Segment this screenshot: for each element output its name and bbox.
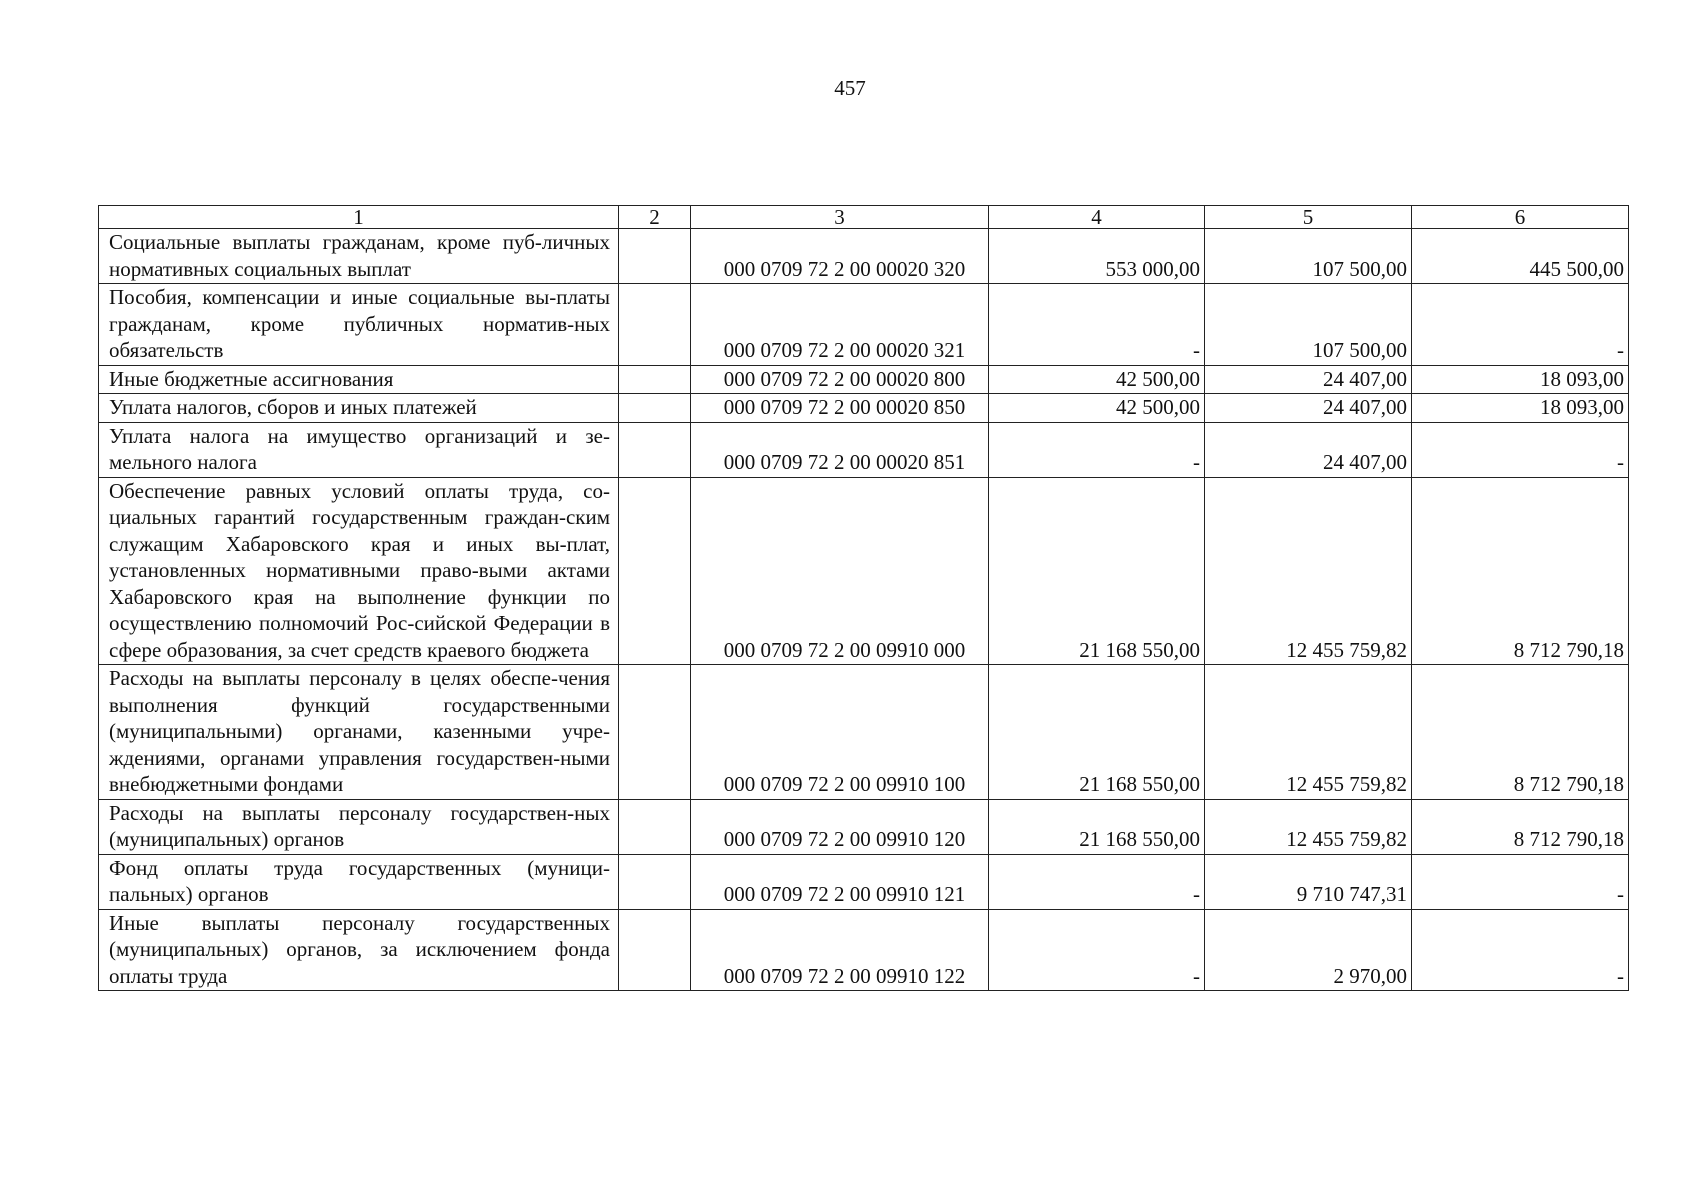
table-row — [99, 909, 1629, 991]
column-5-amount-cell: 12 455 759,82 — [1205, 665, 1412, 800]
expense-name-cell: Иные выплаты персоналу государственных (муниципальных) органов, за исключением фонда оплаты труда — [99, 909, 619, 991]
table-row — [99, 229, 1629, 284]
budget-code-cell: 000 0709 72 2 00 09910 121 — [691, 854, 989, 909]
column-2-cell — [619, 422, 691, 477]
page-number: 457 — [834, 76, 866, 100]
expense-name-cell: Расходы на выплаты персоналу государствен-ных (муниципальных) органов — [99, 799, 619, 854]
column-5-amount-cell: 24 407,00 — [1205, 394, 1412, 423]
column-5-amount-cell: 12 455 759,82 — [1205, 799, 1412, 854]
column-6-amount-cell: 8 712 790,18 — [1412, 799, 1629, 854]
budget-code-cell: 000 0709 72 2 00 00020 851 — [691, 422, 989, 477]
budget-code-cell: 000 0709 72 2 00 00020 321 — [691, 284, 989, 366]
budget-table — [98, 205, 1629, 991]
column-4-amount-cell: - — [989, 284, 1205, 366]
budget-code-cell: 000 0709 72 2 00 00020 320 — [691, 229, 989, 284]
expense-name-cell: Пособия, компенсации и иные социальные вы-платы гражданам, кроме публичных норматив-ных обязательств — [99, 284, 619, 366]
column-5-amount-cell: 12 455 759,82 — [1205, 477, 1412, 665]
column-2-cell — [619, 799, 691, 854]
expense-name-cell: Фонд оплаты труда государственных (муници-пальных) органов — [99, 854, 619, 909]
column-number-2: 2 — [619, 206, 691, 229]
column-2-cell — [619, 394, 691, 423]
expense-name-cell: Расходы на выплаты персоналу в целях обеспе-чения выполнения функций государственными (муниципальными) органами, казенными учре-ждениями, органами управления государствен-ными внебюджетными фондами — [99, 665, 619, 800]
column-number-1: 1 — [99, 206, 619, 229]
column-5-amount-cell: 9 710 747,31 — [1205, 854, 1412, 909]
column-6-amount-cell: 18 093,00 — [1412, 394, 1629, 423]
column-6-amount-cell: 18 093,00 — [1412, 365, 1629, 394]
table-row — [99, 394, 1629, 423]
column-2-cell — [619, 665, 691, 800]
table-row — [99, 477, 1629, 665]
column-4-amount-cell: - — [989, 854, 1205, 909]
budget-code-cell: 000 0709 72 2 00 00020 800 — [691, 365, 989, 394]
budget-code-cell: 000 0709 72 2 00 09910 120 — [691, 799, 989, 854]
table-row — [99, 284, 1629, 366]
column-4-amount-cell: 21 168 550,00 — [989, 477, 1205, 665]
expense-name-cell: Иные бюджетные ассигнования — [99, 365, 619, 394]
column-4-amount-cell: 21 168 550,00 — [989, 665, 1205, 800]
column-6-amount-cell: - — [1412, 909, 1629, 991]
budget-table-body — [99, 206, 1629, 991]
table-row — [99, 365, 1629, 394]
column-4-amount-cell: - — [989, 422, 1205, 477]
column-6-amount-cell: - — [1412, 854, 1629, 909]
budget-code-cell: 000 0709 72 2 00 09910 122 — [691, 909, 989, 991]
column-2-cell — [619, 229, 691, 284]
expense-name-cell: Уплата налога на имущество организаций и зе-мельного налога — [99, 422, 619, 477]
table-row — [99, 422, 1629, 477]
column-number-3: 3 — [691, 206, 989, 229]
table-row — [99, 799, 1629, 854]
column-6-amount-cell: 8 712 790,18 — [1412, 477, 1629, 665]
column-5-amount-cell: 107 500,00 — [1205, 284, 1412, 366]
column-number-row — [99, 206, 1629, 229]
budget-table-container — [98, 205, 1628, 991]
column-5-amount-cell: 2 970,00 — [1205, 909, 1412, 991]
column-2-cell — [619, 477, 691, 665]
column-5-amount-cell: 107 500,00 — [1205, 229, 1412, 284]
column-4-amount-cell: 553 000,00 — [989, 229, 1205, 284]
column-4-amount-cell: 42 500,00 — [989, 365, 1205, 394]
column-6-amount-cell: 8 712 790,18 — [1412, 665, 1629, 800]
column-4-amount-cell: 21 168 550,00 — [989, 799, 1205, 854]
column-6-amount-cell: - — [1412, 284, 1629, 366]
column-number-5: 5 — [1205, 206, 1412, 229]
table-row — [99, 665, 1629, 800]
column-5-amount-cell: 24 407,00 — [1205, 365, 1412, 394]
column-6-amount-cell: - — [1412, 422, 1629, 477]
column-2-cell — [619, 854, 691, 909]
column-6-amount-cell: 445 500,00 — [1412, 229, 1629, 284]
column-5-amount-cell: 24 407,00 — [1205, 422, 1412, 477]
budget-code-cell: 000 0709 72 2 00 09910 100 — [691, 665, 989, 800]
column-number-4: 4 — [989, 206, 1205, 229]
column-4-amount-cell: - — [989, 909, 1205, 991]
column-2-cell — [619, 909, 691, 991]
column-2-cell — [619, 284, 691, 366]
column-4-amount-cell: 42 500,00 — [989, 394, 1205, 423]
expense-name-cell: Уплата налогов, сборов и иных платежей — [99, 394, 619, 423]
expense-name-cell: Обеспечение равных условий оплаты труда, со-циальных гарантий государственным граждан-ским служащим Хабаровского края и иных вы-плат, установленных нормативными право-выми актами Хабаровского края на выполнение функции по осуществлению полномочий Рос-сийской Федерации в сфере образования, за счет средств краевого бюджета — [99, 477, 619, 665]
table-row — [99, 854, 1629, 909]
expense-name-cell: Социальные выплаты гражданам, кроме пуб-личных нормативных социальных выплат — [99, 229, 619, 284]
column-2-cell — [619, 365, 691, 394]
budget-code-cell: 000 0709 72 2 00 09910 000 — [691, 477, 989, 665]
budget-code-cell: 000 0709 72 2 00 00020 850 — [691, 394, 989, 423]
column-number-6: 6 — [1412, 206, 1629, 229]
